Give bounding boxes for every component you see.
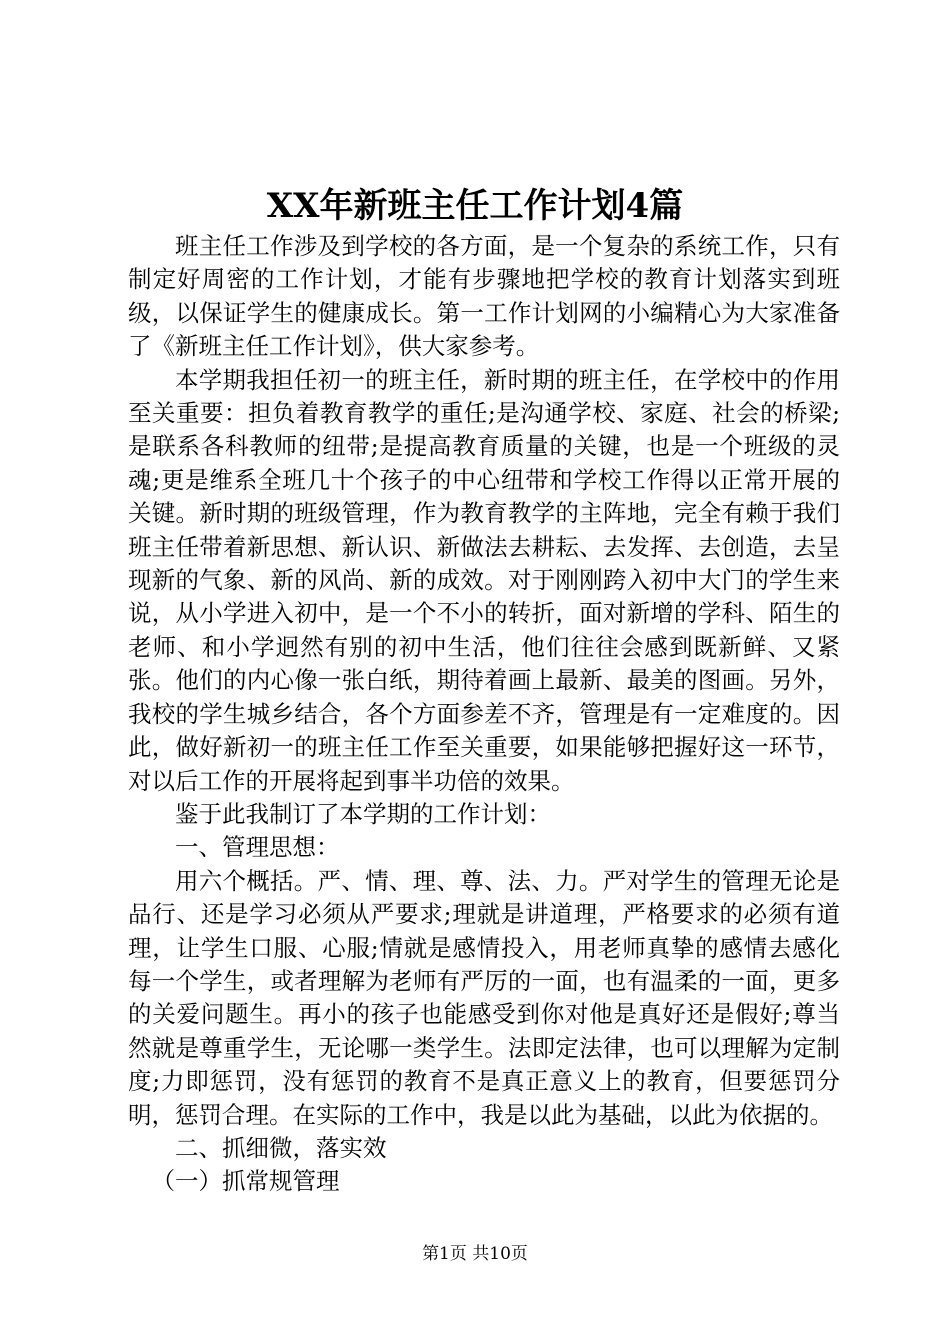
section-heading-details: 二、抓细微，落实效 bbox=[175, 1133, 387, 1162]
paragraph-background: 本学期我担任初一的班主任，新时期的班主任，在学校中的作用至关重要：担负着教育教学的重任;是沟通学校、家庭、社会的桥梁;是联系各科教师的纽带;是提高教育质量的关键，也是一个班级的灵魂;更是维系全班几十个孩子的中心纽带和学校工作得以正常开展的关键。新时期的班级管理，作为教育教学的主阵地，完全有赖于我们班主任带着新思想、新认识、新做法去耕耘、去发挥、去创造，去呈现新的气象、新的风尚、新的成效。对于刚刚跨入初中大门的学生来说，从小学进入初中，是一个不小的转折，面对新增的学科、陌生的老师、和小学迥然有别的初中生活，他们往往会感到既新鲜、又紧张。他们的内心像一张白纸，期待着画上最新、最美的图画。另外，我校的学生城乡结合，各个方面参差不齐，管理是有一定难度的。因此，做好新初一的班主任工作至关重要，如果能够把握好这一环节，对以后工作的开展将起到事半功倍的效果。 bbox=[128, 365, 840, 795]
document-body bbox=[128, 230, 840, 1199]
section-heading-management: 一、管理思想： bbox=[175, 833, 340, 862]
paragraph-management-thought: 用六个概括。严、情、理、尊、法、力。严对学生的管理无论是品行、还是学习必须从严要求;理就是讲道理，严格要求的必须有道理，让学生口服、心服;情就是感情投入，用老师真挚的感情去感化每一个学生，或者理解为老师有严厉的一面，也有温柔的一面，更多的关爱问题生。再小的孩子也能感受到你对他是真好还是假好;尊当然就是尊重学生，无论哪一类学生。法即定法律，也可以理解为定制度;力即惩罚，没有惩罚的教育不是真正意义上的教育，但要惩罚分明，惩罚合理。在实际的工作中，我是以此为基础，以此为依据的。 bbox=[128, 866, 840, 1129]
page-footer: 第1页 共10页 bbox=[422, 1244, 528, 1264]
subsection-heading-routine: （一）抓常规管理 bbox=[151, 1167, 340, 1196]
paragraph-intro: 班主任工作涉及到学校的各方面，是一个复杂的系统工作，只有制定好周密的工作计划，才能有步骤地把学校的教育计划落实到班级，以保证学生的健康成长。第一工作计划网的小编精心为大家准备了《新班主任工作计划》，供大家参考。 bbox=[128, 232, 840, 361]
document-title: XX年新班主任工作计划4篇 bbox=[266, 186, 684, 226]
paragraph-plan-lead: 鉴于此我制订了本学期的工作计划： bbox=[175, 799, 551, 828]
